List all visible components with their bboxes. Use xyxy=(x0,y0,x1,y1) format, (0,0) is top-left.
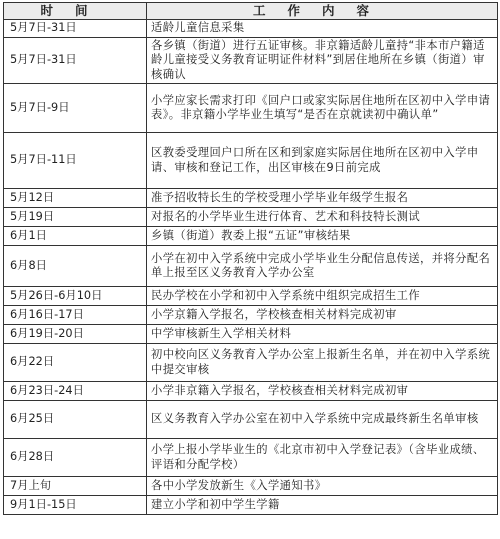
table-row xyxy=(4,382,498,401)
table-row xyxy=(4,306,498,325)
row-date: 5月7日-31日 xyxy=(4,38,147,84)
header-row xyxy=(4,3,498,20)
header-task: 工作内容 xyxy=(147,3,498,20)
row-task: 对报名的小学毕业生进行体育、艺术和科技特长测试 xyxy=(147,208,498,227)
row-date: 5月19日 xyxy=(4,208,147,227)
row-task: 各中小学发放新生《入学通知书》 xyxy=(147,477,498,496)
row-task: 各乡镇（街道）进行五证审核。非京籍适龄儿童持“非本市户籍适龄儿童接受义务教育证明证件材料”到居住地所在乡镇（街道）审核确认 xyxy=(147,38,498,84)
row-task: 适龄儿童信息采集 xyxy=(147,20,498,38)
row-date: 6月22日 xyxy=(4,344,147,382)
row-date: 6月28日 xyxy=(4,439,147,477)
row-date: 7月上旬 xyxy=(4,477,147,496)
table-row xyxy=(4,325,498,344)
table-row xyxy=(4,246,498,287)
row-task: 准予招收特长生的学校受理小学毕业年级学生报名 xyxy=(147,189,498,208)
row-task: 小学上报小学毕业生的《北京市初中入学登记表》（含毕业成绩、评语和分配学校） xyxy=(147,439,498,477)
row-task: 建立小学和初中学生学籍 xyxy=(147,496,498,515)
row-date: 5月12日 xyxy=(4,189,147,208)
row-date: 6月16日-17日 xyxy=(4,306,147,325)
table-row xyxy=(4,496,498,515)
table-row xyxy=(4,401,498,439)
table-row xyxy=(4,344,498,382)
header-date: 时间 xyxy=(4,3,147,20)
row-task: 民办学校在小学和初中入学系统中组织完成招生工作 xyxy=(147,287,498,306)
table-row xyxy=(4,287,498,306)
row-task: 乡镇（街道）教委上报“五证”审核结果 xyxy=(147,227,498,246)
row-task: 小学京籍入学报名，学校核查相关材料完成初审 xyxy=(147,306,498,325)
row-task: 小学非京籍入学报名，学校核查相关材料完成初审 xyxy=(147,382,498,401)
row-date: 6月23日-24日 xyxy=(4,382,147,401)
table-row xyxy=(4,20,498,38)
row-date: 6月1日 xyxy=(4,227,147,246)
row-date: 6月25日 xyxy=(4,401,147,439)
table-row xyxy=(4,84,498,133)
row-date: 9月1日-15日 xyxy=(4,496,147,515)
row-date: 5月26日-6月10日 xyxy=(4,287,147,306)
row-task: 小学应家长需求打印《回户口或家实际居住地所在区初中入学申请表》。非京籍小学毕业生填写“是否在京就读初中确认单” xyxy=(147,84,498,133)
row-task: 区教委受理回户口所在区和到家庭实际居住地所在区初中入学申请、审核和登记工作，出区审核在9日前完成 xyxy=(147,133,498,189)
table-row xyxy=(4,38,498,84)
table-row xyxy=(4,208,498,227)
table-row xyxy=(4,477,498,496)
enrollment-schedule-table xyxy=(3,2,498,515)
table-row xyxy=(4,439,498,477)
row-task: 区义务教育入学办公室在初中入学系统中完成最终新生名单审核 xyxy=(147,401,498,439)
table-row xyxy=(4,133,498,189)
row-date: 5月7日-9日 xyxy=(4,84,147,133)
row-date: 6月8日 xyxy=(4,246,147,287)
row-task: 初中校向区义务教育入学办公室上报新生名单，并在初中入学系统中提交审核 xyxy=(147,344,498,382)
row-task: 小学在初中入学系统中完成小学毕业生分配信息传送，并将分配名单上报至区义务教育入学办公室 xyxy=(147,246,498,287)
row-date: 5月7日-11日 xyxy=(4,133,147,189)
row-date: 5月7日-31日 xyxy=(4,20,147,38)
table-row xyxy=(4,189,498,208)
row-date: 6月19日-20日 xyxy=(4,325,147,344)
row-task: 中学审核新生入学相关材料 xyxy=(147,325,498,344)
table-row xyxy=(4,227,498,246)
